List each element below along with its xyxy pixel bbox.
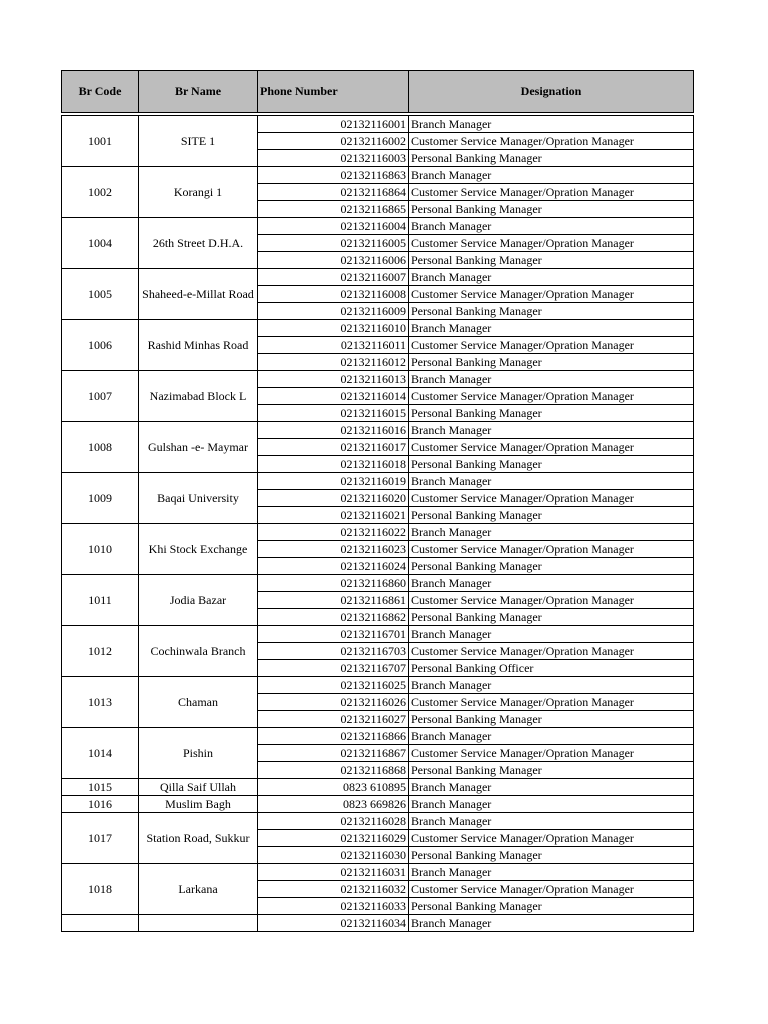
branch-name-cell: Rashid Minhas Road [139,320,258,371]
designation-cell: Customer Service Manager/Opration Manager [409,133,694,150]
designation-cell: Customer Service Manager/Opration Manager [409,184,694,201]
designation-cell: Customer Service Manager/Opration Manager [409,439,694,456]
phone-number-cell: 02132116863 [258,167,409,184]
designation-cell: Branch Manager [409,218,694,235]
header-phone-number: Phone Number [258,71,409,113]
phone-number-cell: 02132116703 [258,643,409,660]
phone-number-cell: 02132116008 [258,286,409,303]
branch-code-cell: 1006 [62,320,139,371]
designation-cell: Customer Service Manager/Opration Manager [409,643,694,660]
designation-cell: Personal Banking Manager [409,456,694,473]
branch-name-cell [139,915,258,932]
branch-name-cell: Shaheed-e-Millat Road [139,269,258,320]
designation-cell: Branch Manager [409,864,694,881]
phone-number-cell: 02132116017 [258,439,409,456]
designation-cell: Personal Banking Manager [409,711,694,728]
designation-cell: Branch Manager [409,269,694,286]
phone-number-cell: 02132116022 [258,524,409,541]
phone-number-cell: 02132116034 [258,915,409,932]
branch-code-cell: 1005 [62,269,139,320]
phone-number-cell: 02132116006 [258,252,409,269]
branch-name-cell: Korangi 1 [139,167,258,218]
branch-code-cell: 1018 [62,864,139,915]
phone-number-cell: 02132116010 [258,320,409,337]
phone-number-cell: 02132116004 [258,218,409,235]
phone-number-cell: 02132116031 [258,864,409,881]
branch-code-cell: 1015 [62,779,139,796]
designation-cell: Branch Manager [409,524,694,541]
table-row [62,728,694,745]
phone-number-cell: 02132116009 [258,303,409,320]
phone-number-cell: 02132116867 [258,745,409,762]
designation-cell: Customer Service Manager/Opration Manager [409,388,694,405]
designation-cell: Customer Service Manager/Opration Manager [409,541,694,558]
designation-cell: Personal Banking Manager [409,354,694,371]
designation-cell: Customer Service Manager/Opration Manager [409,235,694,252]
branch-code-cell: 1011 [62,575,139,626]
branch-code-cell: 1004 [62,218,139,269]
designation-cell: Branch Manager [409,796,694,813]
phone-number-cell: 02132116020 [258,490,409,507]
designation-cell: Personal Banking Manager [409,150,694,167]
phone-number-cell: 02132116026 [258,694,409,711]
phone-number-cell: 02132116007 [258,269,409,286]
table-row [62,864,694,881]
phone-number-cell: 02132116028 [258,813,409,830]
branch-code-cell: 1013 [62,677,139,728]
phone-number-cell: 02132116030 [258,847,409,864]
designation-cell: Personal Banking Manager [409,558,694,575]
designation-cell: Branch Manager [409,677,694,694]
designation-cell: Branch Manager [409,320,694,337]
phone-number-cell: 02132116865 [258,201,409,218]
designation-cell: Personal Banking Manager [409,252,694,269]
phone-number-cell: 02132116011 [258,337,409,354]
designation-cell: Customer Service Manager/Opration Manager [409,286,694,303]
designation-cell: Customer Service Manager/Opration Manager [409,881,694,898]
phone-number-cell: 02132116012 [258,354,409,371]
designation-cell: Customer Service Manager/Opration Manager [409,830,694,847]
table-row [62,371,694,388]
table-row [62,269,694,286]
phone-number-cell: 02132116024 [258,558,409,575]
header-br-name: Br Name [139,71,258,113]
phone-number-cell: 0823 610895 [258,779,409,796]
table-row [62,813,694,830]
branch-name-cell: Muslim Bagh [139,796,258,813]
phone-number-cell: 02132116005 [258,235,409,252]
branch-code-cell: 1010 [62,524,139,575]
designation-cell: Personal Banking Manager [409,201,694,218]
header-br-code: Br Code [62,71,139,113]
branch-name-cell: Station Road, Sukkur [139,813,258,864]
branch-name-cell: Jodia Bazar [139,575,258,626]
phone-number-cell: 0823 669826 [258,796,409,813]
phone-number-cell: 02132116002 [258,133,409,150]
branch-name-cell: Qilla Saif Ullah [139,779,258,796]
designation-cell: Customer Service Manager/Opration Manager [409,745,694,762]
designation-cell: Branch Manager [409,116,694,133]
phone-number-cell: 02132116864 [258,184,409,201]
phone-number-cell: 02132116021 [258,507,409,524]
phone-number-cell: 02132116023 [258,541,409,558]
designation-cell: Customer Service Manager/Opration Manager [409,694,694,711]
header-row [62,71,694,113]
phone-number-cell: 02132116701 [258,626,409,643]
designation-cell: Branch Manager [409,813,694,830]
table-body [62,113,694,932]
phone-number-cell: 02132116025 [258,677,409,694]
designation-cell: Personal Banking Manager [409,762,694,779]
branch-name-cell: Khi Stock Exchange [139,524,258,575]
table-row [62,422,694,439]
phone-number-cell: 02132116862 [258,609,409,626]
designation-cell: Branch Manager [409,167,694,184]
phone-number-cell: 02132116027 [258,711,409,728]
branch-code-cell: 1002 [62,167,139,218]
branch-code-cell: 1007 [62,371,139,422]
branch-directory-table [61,70,694,932]
designation-cell: Customer Service Manager/Opration Manager [409,490,694,507]
branch-code-cell: 1008 [62,422,139,473]
phone-number-cell: 02132116866 [258,728,409,745]
table-row [62,796,694,813]
phone-number-cell: 02132116014 [258,388,409,405]
designation-cell: Personal Banking Officer [409,660,694,677]
phone-number-cell: 02132116032 [258,881,409,898]
table-row [62,218,694,235]
branch-name-cell: Gulshan -e- Maymar [139,422,258,473]
designation-cell: Personal Banking Manager [409,847,694,864]
phone-number-cell: 02132116013 [258,371,409,388]
designation-cell: Personal Banking Manager [409,898,694,915]
designation-cell: Personal Banking Manager [409,609,694,626]
phone-number-cell: 02132116001 [258,116,409,133]
branch-name-cell: SITE 1 [139,116,258,167]
designation-cell: Personal Banking Manager [409,303,694,320]
designation-cell: Branch Manager [409,728,694,745]
phone-number-cell: 02132116860 [258,575,409,592]
branch-code-cell: 1016 [62,796,139,813]
table-row [62,626,694,643]
table-row [62,779,694,796]
table-row [62,524,694,541]
branch-name-cell: Pishin [139,728,258,779]
designation-cell: Customer Service Manager/Opration Manager [409,592,694,609]
branch-code-cell [62,915,139,932]
phone-number-cell: 02132116861 [258,592,409,609]
phone-number-cell: 02132116707 [258,660,409,677]
phone-number-cell: 02132116016 [258,422,409,439]
designation-cell: Branch Manager [409,473,694,490]
phone-number-cell: 02132116003 [258,150,409,167]
designation-cell: Branch Manager [409,422,694,439]
branch-name-cell: 26th Street D.H.A. [139,218,258,269]
branch-name-cell: Chaman [139,677,258,728]
designation-cell: Branch Manager [409,915,694,932]
branch-name-cell: Cochinwala Branch [139,626,258,677]
table-row [62,677,694,694]
branch-code-cell: 1014 [62,728,139,779]
table-row [62,116,694,133]
phone-number-cell: 02132116029 [258,830,409,847]
designation-cell: Customer Service Manager/Opration Manager [409,337,694,354]
designation-cell: Personal Banking Manager [409,405,694,422]
table-row [62,915,694,932]
designation-cell: Branch Manager [409,371,694,388]
branch-code-cell: 1012 [62,626,139,677]
designation-cell: Branch Manager [409,575,694,592]
designation-cell: Branch Manager [409,626,694,643]
branch-name-cell: Nazimabad Block L [139,371,258,422]
phone-number-cell: 02132116033 [258,898,409,915]
branch-name-cell: Baqai University [139,473,258,524]
designation-cell: Personal Banking Manager [409,507,694,524]
table-row [62,473,694,490]
branch-name-cell: Larkana [139,864,258,915]
branch-code-cell: 1001 [62,116,139,167]
phone-number-cell: 02132116018 [258,456,409,473]
branch-code-cell: 1009 [62,473,139,524]
table-row [62,575,694,592]
phone-number-cell: 02132116015 [258,405,409,422]
table-row [62,320,694,337]
phone-number-cell: 02132116868 [258,762,409,779]
branch-code-cell: 1017 [62,813,139,864]
designation-cell: Branch Manager [409,779,694,796]
table-row [62,167,694,184]
header-designation: Designation [409,71,694,113]
phone-number-cell: 02132116019 [258,473,409,490]
